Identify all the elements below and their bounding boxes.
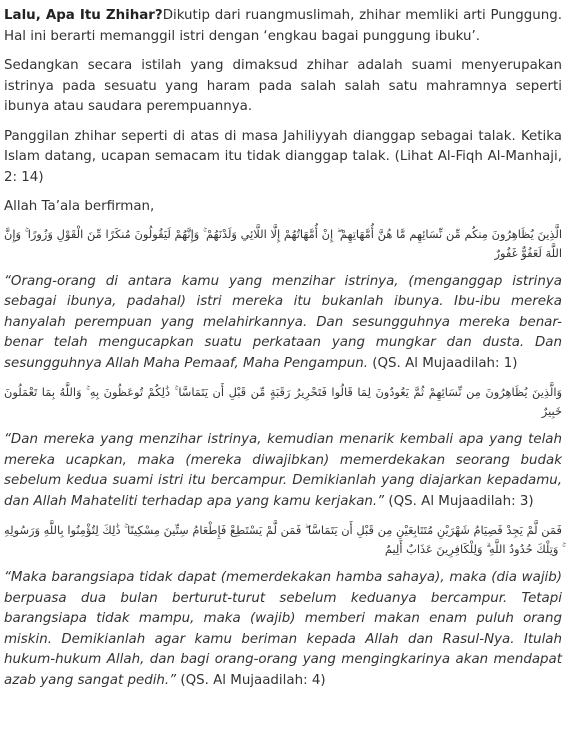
verse-3-reference: (QS. Al Mujaadilah: 4) bbox=[176, 672, 326, 688]
verse-1-translation-paragraph bbox=[4, 272, 562, 375]
section-heading: Lalu, Apa Itu Zhihar? bbox=[4, 8, 163, 23]
paragraph-history: Panggilan zhihar seperti di atas di masa Jahiliyyah dianggap sebagai talak. Ketika Islam datang, ucapan semacam itu tidak dianggap talak. (Lihat Al-Fiqh Al-Manhaji, 2: 14) bbox=[4, 128, 562, 185]
definition-text: Dikutip dari ruangmuslimah, zhihar memliki arti Punggung. Hal ini berarti memanggil istri dengan ‘engkau bagai punggung ibuku’. bbox=[4, 8, 562, 44]
verse-1-arabic: الَّذِينَ يُظَاهِرُونَ مِنكُم مِّن نِّسَائِهِم مَّا هُنَّ أُمَّهَاتِهِمْ ۖ إِنْ أُمَّهَاتُهُمْ إِلَّا اللَّائِي وَلَدْنَهُمْ ۚ وَإِنَّهُمْ لَيَقُولُونَ مُنكَرًا مِّنَ الْقَوْلِ وَزُورًا ۚ وَإِنَّ اللَّهَ لَعَفُوٌّ غَفُورٌ bbox=[4, 226, 562, 260]
verse-2-translation-paragraph bbox=[4, 430, 562, 512]
verse-2-reference: (QS. Al Mujaadilah: 3) bbox=[384, 493, 534, 509]
verse-2-arabic: وَالَّذِينَ يُظَاهِرُونَ مِن نِّسَائِهِمْ ثُمَّ يَعُودُونَ لِمَا قَالُوا فَتَحْرِيرُ رَقَبَةٍ مِّن قَبْلِ أَن يَتَمَاسَّا ۚ ذَٰلِكُمْ تُوعَظُونَ بِهِ ۚ وَاللَّهُ بِمَا تَعْمَلُونَ خَبِيرٌ bbox=[4, 385, 562, 418]
verse-3-arabic: فَمَن لَّمْ يَجِدْ فَصِيَامُ شَهْرَيْنِ مُتَتَابِعَيْنِ مِن قَبْلِ أَن يَتَمَاسَّا ۖ فَمَن لَّمْ يَسْتَطِعْ فَإِطْعَامُ سِتِّينَ مِسْكِينًا ۚ ذَٰلِكَ لِتُؤْمِنُوا بِاللَّهِ وَرَسُولِهِ ۚ وَتِلْكَ حُدُودُ اللَّهِ ۗ وَلِلْكَافِرِينَ عَذَابٌ أَلِيمٌ bbox=[4, 523, 562, 556]
paragraph-definition bbox=[4, 6, 562, 47]
verse-3-translation-paragraph bbox=[4, 568, 562, 691]
paragraph-terminology: Sedangkan secara istilah yang dimaksud zhihar adalah suami menyerupakan istrinya pada sesuatu yang haram pada salah salah satu mahramnya seperti ibunya atau saudara perempuannya. bbox=[4, 58, 562, 114]
verse-1-reference: (QS. Al Mujaadilah: 1) bbox=[368, 355, 518, 371]
paragraph-allah-says: Allah Ta’ala berfirman, bbox=[4, 199, 155, 214]
verse-2-translation: “Dan mereka yang menzihar istrinya, kemudian menarik kembali apa yang telah mereka ucapkan, maka (mereka diwajibkan) memerdekakan seorang budak sebelum kedua suami istri itu bercampur. Demikianlah yang diajarkan kepadamu, dan Allah Mahateliti terhadap apa yang kamu kerjakan.” bbox=[4, 432, 562, 509]
verse-1-translation: “Orang-orang di antara kamu yang menzihar istrinya, (menganggap istrinya sebagai ibunya, padahal) istri mereka itu bukanlah ibunya. Ibu-ibu mereka hanyalah perempuan yang melahirkannya. Dan sesungguhnya mereka benar-benar telah mengucapkan suatu perkataan yang mungkar dan dusta. Dan sesungguhnya Allah Maha Pemaaf, Maha Pengampun. bbox=[4, 273, 562, 371]
verse-3-translation: “Maka barangsiapa tidak dapat (memerdekakan hamba sahaya), maka (dia wajib) berpuasa dua bulan berturut-turut sebelum keduanya bercampur. Tetapi barangsiapa tidak mampu, maka (wajib) memberi makan enam puluh orang miskin. Demikianlah agar kamu beriman kepada Allah dan Rasul-Nya. Itulah hukum-hukum Allah, dan bagi orang-orang yang mengingkarinya akan mendapat azab yang sangat pedih.” bbox=[4, 570, 562, 688]
